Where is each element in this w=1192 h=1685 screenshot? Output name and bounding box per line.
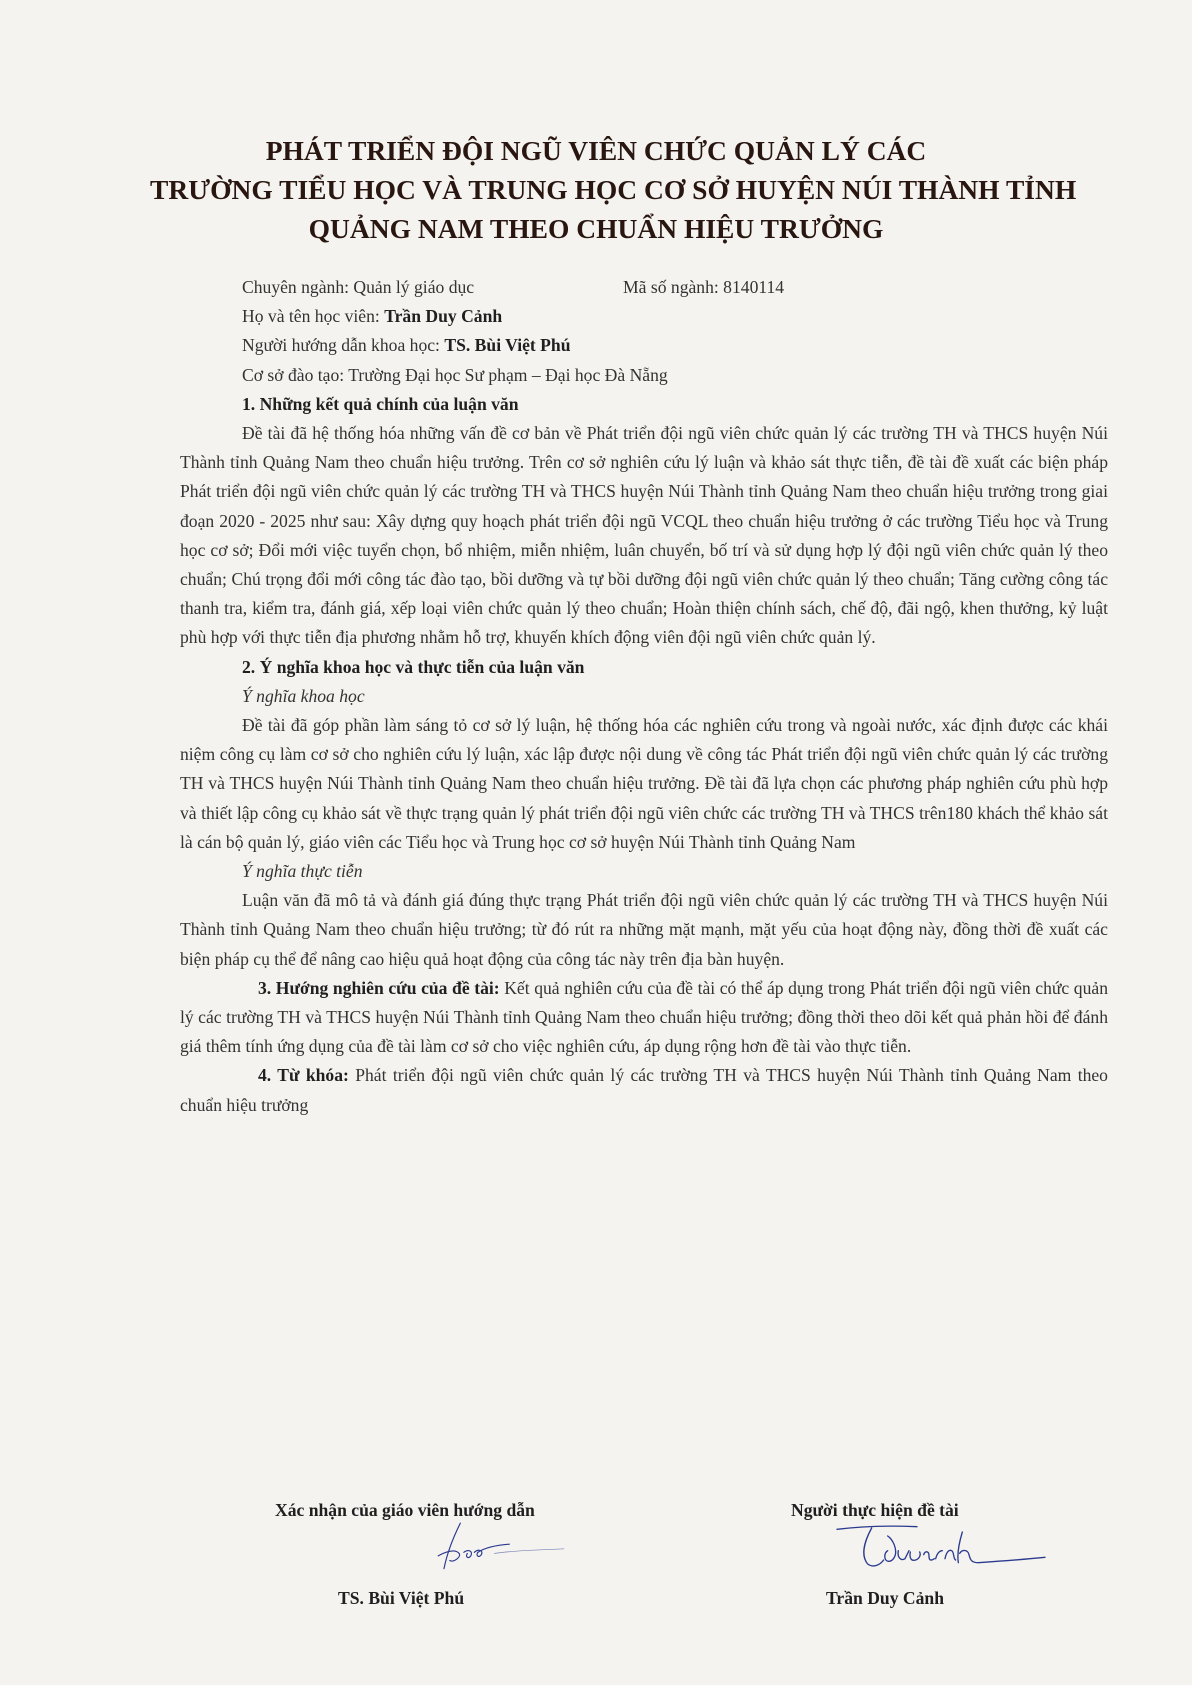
advisor-confirm-heading: Xác nhận của giáo viên hướng dẫn xyxy=(275,1500,535,1520)
major-label: Chuyên ngành: Quản lý giáo dục xyxy=(242,277,475,297)
advisor-name-bottom: TS. Bùi Việt Phú xyxy=(338,1588,465,1608)
author-signature xyxy=(775,1512,1115,1592)
section-2-text-science: Đề tài đã góp phần làm sáng tỏ cơ sở lý luận, hệ thống hóa các nghiên cứu trong và ngoài nước, xác định được các khái niệm công cụ làm cơ sở cho nghiên cứu lý luận, xác lập được nội dung về công tác Phát triển đội ngũ viên chức quản lý các trường TH và THCS huyện Núi Thành tỉnh Quảng Nam theo chuẩn hiệu trưởng. Đề tài đã lựa chọn các phương pháp nghiên cứu phù hợp và thiết lập công cụ khảo sát về thực trạng quản lý phát triển đội ngũ viên chức các trường TH và THCS trên180 khách thể khảo sát là cán bộ quản lý, giáo viên các Tiểu học và Trung học cơ sở huyện Núi Thành tỉnh Quảng Nam xyxy=(180,715,1108,852)
student-name: Trần Duy Cảnh xyxy=(384,306,503,327)
section-3-lead: 3. Hướng nghiên cứu của đề tài: xyxy=(258,977,500,998)
section-2-subheading-practice: Ý nghĩa thực tiễn xyxy=(242,861,363,882)
advisor-signature-underline xyxy=(494,1549,564,1554)
student-label: Họ và tên học viên: xyxy=(242,306,385,327)
student-line xyxy=(180,302,1108,331)
author-name-bottom: Trần Duy Cảnh xyxy=(826,1588,944,1608)
section-2-heading: 2. Ý nghĩa khoa học và thực tiễn của luận văn xyxy=(242,656,585,677)
section-2-subheading-science: Ý nghĩa khoa học xyxy=(242,685,365,706)
title-line-2: TRƯỜNG TIỂU HỌC VÀ TRUNG HỌC CƠ SỞ HUYỆN NÚI THÀNH TỈNH xyxy=(150,174,1077,205)
author-signature-stroke xyxy=(837,1526,1045,1566)
advisor-signature xyxy=(380,1515,620,1585)
advisor-signature-stroke xyxy=(438,1523,509,1569)
document-title xyxy=(150,131,1077,248)
section-4-text: Phát triển đội ngũ viên chức quản lý các trường TH và THCS huyện Núi Thành tỉnh Quảng Nam theo chuẩn hiệu trưởng xyxy=(180,1065,1108,1115)
section-3-paragraph xyxy=(180,974,1108,1062)
advisor-name: TS. Bùi Việt Phú xyxy=(444,335,571,356)
title-line-1: PHÁT TRIỂN ĐỘI NGŨ VIÊN CHỨC QUẢN LÝ CÁC xyxy=(265,135,927,166)
advisor-line xyxy=(180,331,1108,360)
major-code: Mã số ngành: 8140114 xyxy=(623,277,785,297)
major-line xyxy=(180,273,1108,302)
section-1-text: Đề tài đã hệ thống hóa những vấn đề cơ bản về Phát triển đội ngũ viên chức quản lý các trường TH và THCS huyện Núi Thành tỉnh Quảng Nam theo chuẩn hiệu trưởng. Trên cơ sở nghiên cứu lý luận và khảo sát thực tiễn, đề tài đề xuất các biện pháp Phát triển đội ngũ viên chức quản lý các trường TH và THCS huyện Núi Thành tỉnh Quảng Nam theo chuẩn hiệu trưởng trong giai đoạn 2020 - 2025 như sau: Xây dựng quy hoạch phát triển đội ngũ VCQL theo chuẩn hiệu trưởng ở các trường Tiểu học và Trung học cơ sở; Đổi mới việc tuyển chọn, bổ nhiệm, miễn nhiệm, luân chuyển, bố trí và sử dụng hợp lý đội ngũ viên chức quản lý theo chuẩn; Chú trọng đổi mới công tác đào tạo, bồi dưỡng và tự bồi dưỡng đội ngũ viên chức quản lý theo chuẩn; Tăng cường công tác thanh tra, kiểm tra, đánh giá, xếp loại viên chức quản lý theo chuẩn; Hoàn thiện chính sách, chế độ, đãi ngộ, khen thưởng, kỷ luật phù hợp với thực tiễn địa phương nhằm hỗ trợ, khuyến khích động viên đội ngũ viên chức quản lý. xyxy=(180,423,1108,648)
advisor-label: Người hướng dẫn khoa học: xyxy=(242,335,445,356)
title-line-3: QUẢNG NAM THEO CHUẨN HIỆU TRƯỞNG xyxy=(308,213,884,244)
section-3-text: Kết quả nghiên cứu của đề tài có thể áp dụng trong Phát triển đội ngũ viên chức quản lý các trường TH và THCS huyện Núi Thành tỉnh Quảng Nam theo chuẩn hiệu trưởng; đồng thời theo dõi kết quả phản hồi để đánh giá thêm tính ứng dụng của đề tài làm cơ sở cho việc nghiên cứu, áp dụng rộng hơn đề tài vào thực tiễn. xyxy=(180,977,1108,1057)
section-2-text-practice: Luận văn đã mô tả và đánh giá đúng thực trạng Phát triển đội ngũ viên chức quản lý các trường TH và THCS huyện Núi Thành tỉnh Quảng Nam theo chuẩn hiệu trưởng; từ đó rút ra những mặt mạnh, mặt yếu của hoạt động này, đồng thời đề xuất các biện pháp cụ thể để nâng cao hiệu quả hoạt động của công tác này trên địa bàn huyện. xyxy=(180,890,1108,969)
section-1-heading: 1. Những kết quả chính của luận văn xyxy=(242,393,519,414)
section-4-lead: 4. Từ khóa: xyxy=(258,1065,349,1086)
document-body xyxy=(180,273,1108,1120)
section-4-paragraph xyxy=(180,1061,1108,1119)
institution-line: Cơ sở đào tạo: Trường Đại học Sư phạm – Đại học Đà Nẵng xyxy=(242,364,668,385)
author-heading: Người thực hiện đề tài xyxy=(791,1500,959,1520)
